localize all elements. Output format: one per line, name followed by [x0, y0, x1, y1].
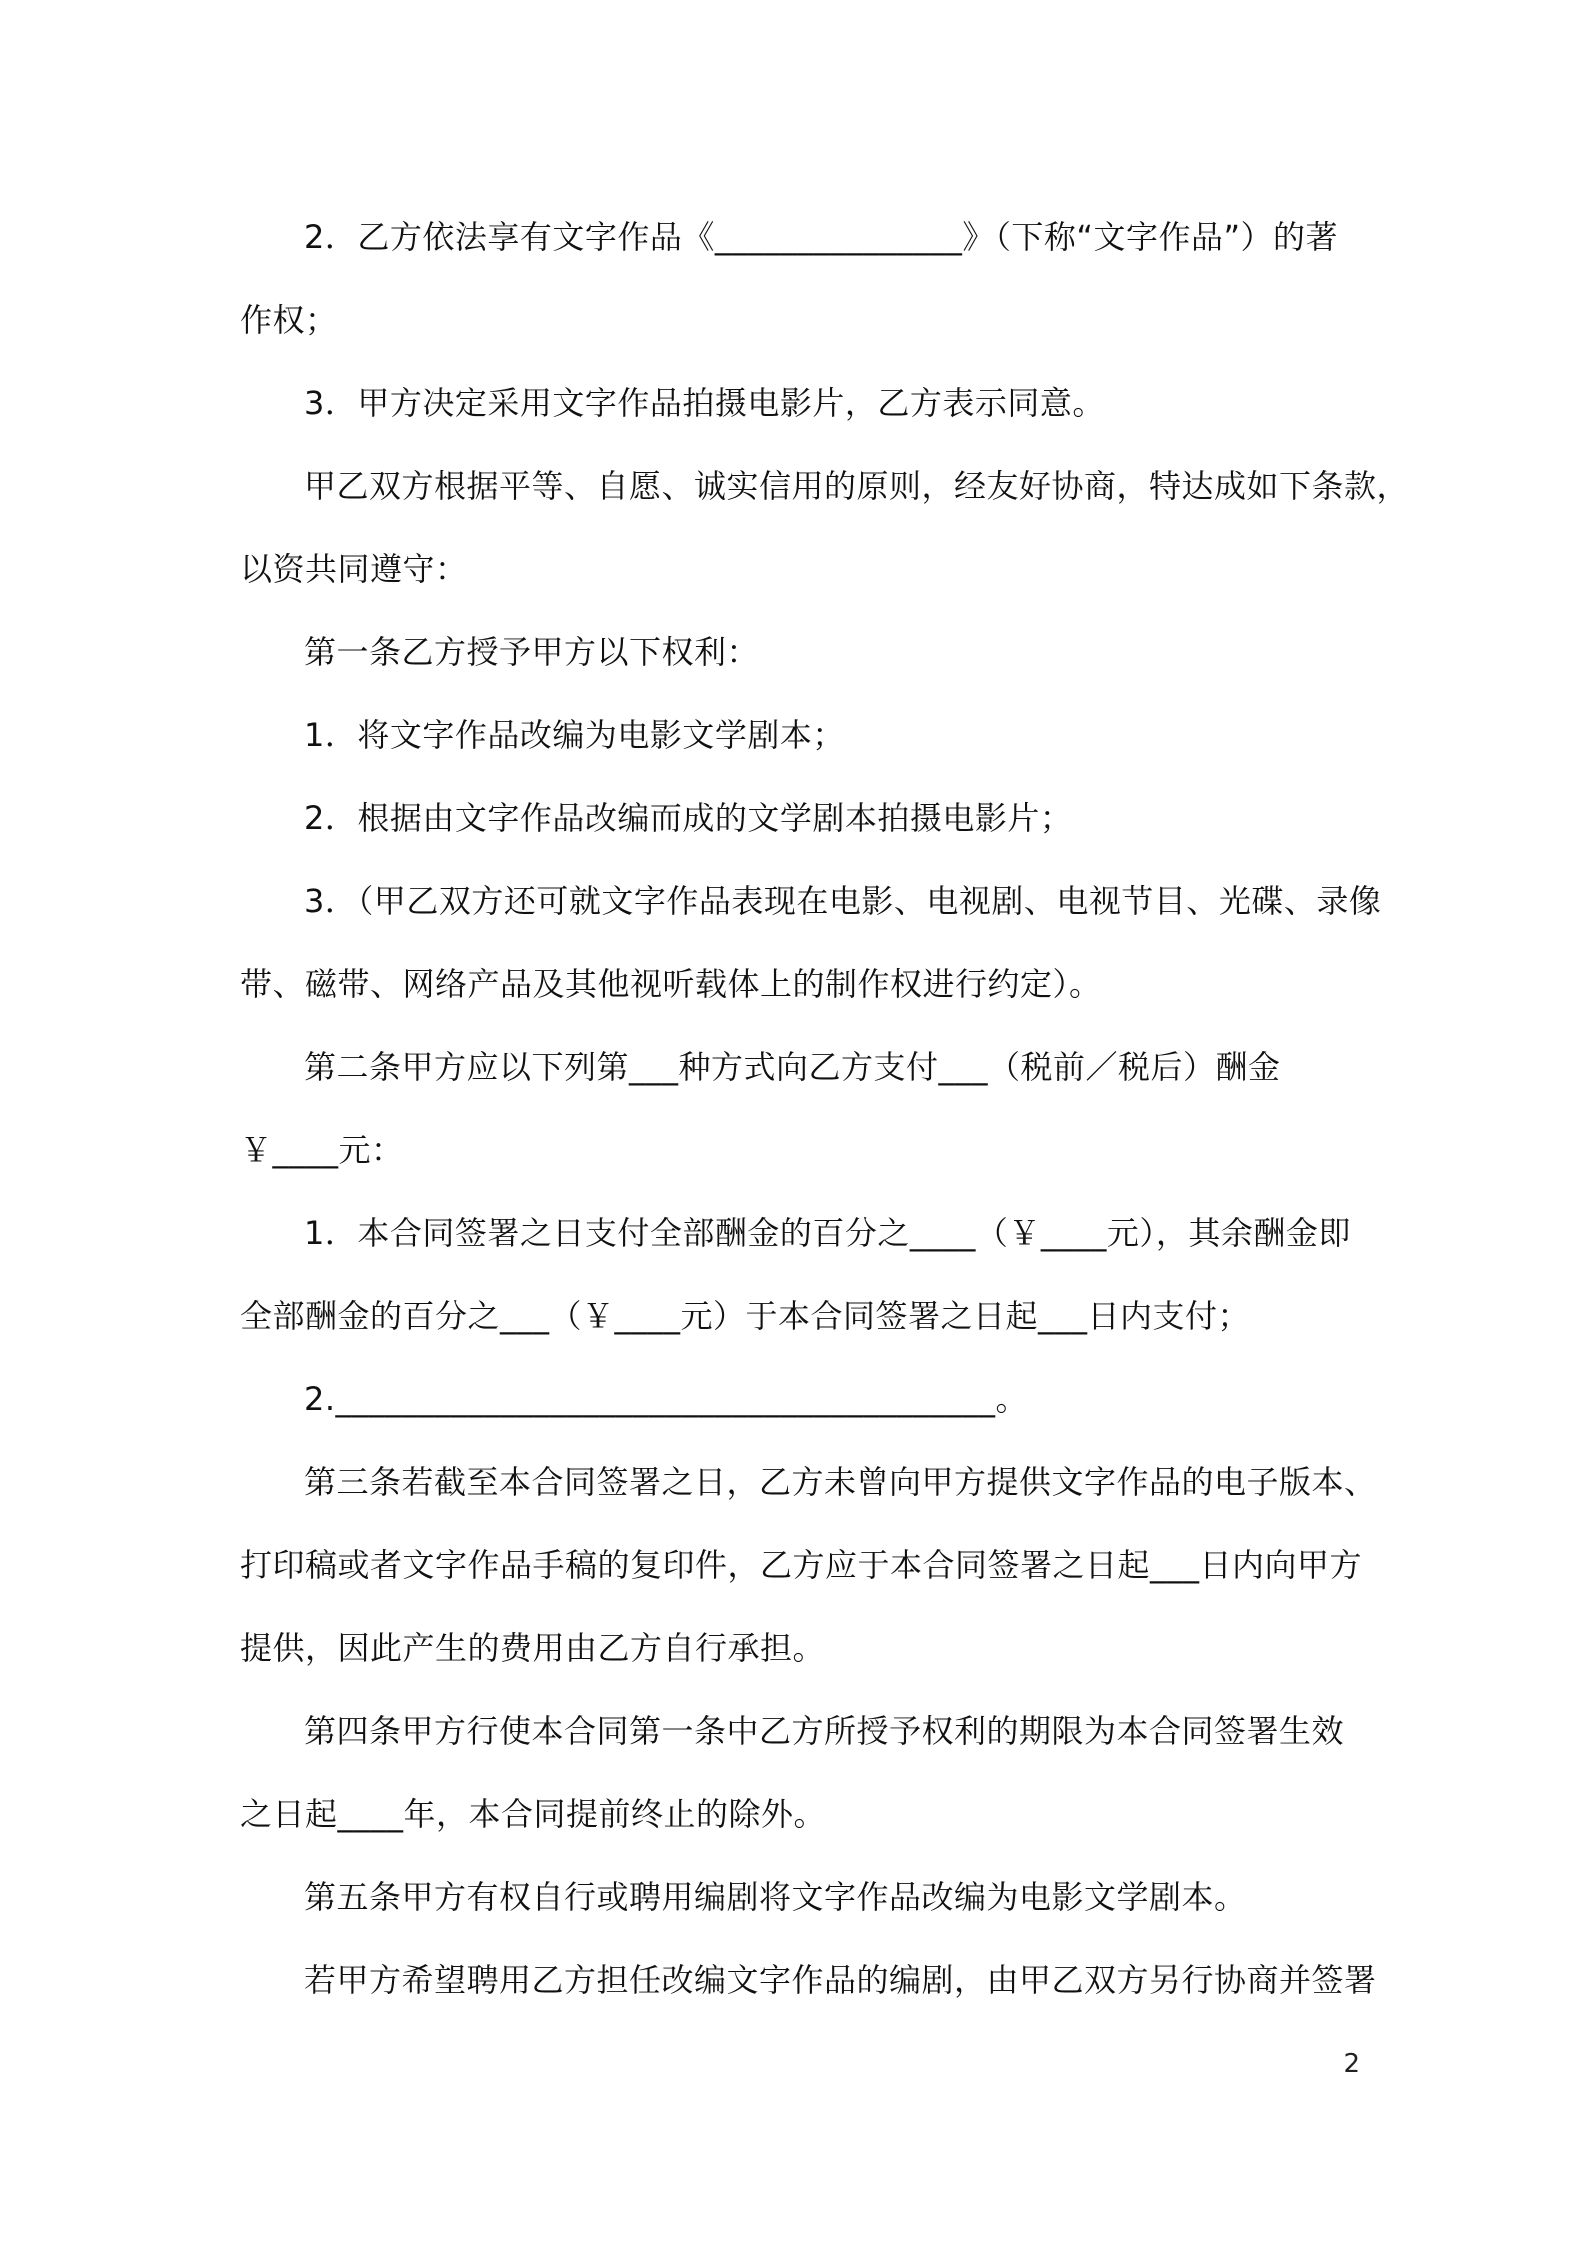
article-1-item-1: 1．将文字作品改编为电影文学剧本； — [304, 716, 845, 754]
article-1-item-3-line-1: 3．（甲乙双方还可就文字作品表现在电影、电视剧、电视节目、光碟、录像 — [304, 882, 1382, 920]
article-5-line-2: 若甲方希望聘用乙方担任改编文字作品的编剧，由甲乙双方另行协商并签署 — [304, 1961, 1377, 1999]
agreement-intro-line-2: 以资共同遵守： — [240, 550, 468, 588]
article-3-line-2: 打印稿或者文字作品手稿的复印件，乙方应于本合同签署之日起___日内向甲方 — [240, 1546, 1363, 1584]
article-4-line-1: 第四条甲方行使本合同第一条中乙方所授予权利的期限为本合同签署生效 — [304, 1712, 1345, 1750]
clause-2-line-2: 作权； — [240, 301, 338, 339]
article-5-line-1: 第五条甲方有权自行或聘用编剧将文字作品改编为电影文学剧本。 — [304, 1878, 1247, 1916]
article-1-heading: 第一条乙方授予甲方以下权利： — [304, 633, 760, 671]
article-2-line-2: ￥____元： — [240, 1131, 404, 1169]
article-2-item-1-line-2: 全部酬金的百分之___（￥____元）于本合同签署之日起___日内支付； — [240, 1297, 1251, 1335]
clause-3-line: 3．甲方决定采用文字作品拍摄电影片，乙方表示同意。 — [304, 384, 1105, 422]
article-2-item-2: 2.________________________________________。 — [304, 1380, 1029, 1418]
article-2-line-1: 第二条甲方应以下列第___种方式向乙方支付___（税前／税后）酬金 — [304, 1048, 1281, 1086]
clause-2-line-1: 2．乙方依法享有文字作品《_______________》（下称“文字作品”）的著 — [304, 218, 1339, 256]
article-1-item-3-line-2: 带、磁带、网络产品及其他视听载体上的制作权进行约定）。 — [240, 965, 1102, 1003]
article-1-item-2: 2．根据由文字作品改编而成的文学剧本拍摄电影片； — [304, 799, 1073, 837]
document-body — [240, 196, 1410, 2022]
article-3-line-3: 提供，因此产生的费用由乙方自行承担。 — [240, 1629, 826, 1667]
page-number: 2 — [1343, 2049, 1360, 2079]
article-4-line-2: 之日起____年，本合同提前终止的除外。 — [240, 1795, 827, 1833]
article-3-line-1: 第三条若截至本合同签署之日，乙方未曾向甲方提供文字作品的电子版本、 — [304, 1463, 1377, 1501]
agreement-intro-line-1: 甲乙双方根据平等、自愿、诚实信用的原则，经友好协商，特达成如下条款， — [304, 467, 1410, 505]
article-2-item-1-line-1: 1．本合同签署之日支付全部酬金的百分之____（￥____元），其余酬金即 — [304, 1214, 1351, 1252]
